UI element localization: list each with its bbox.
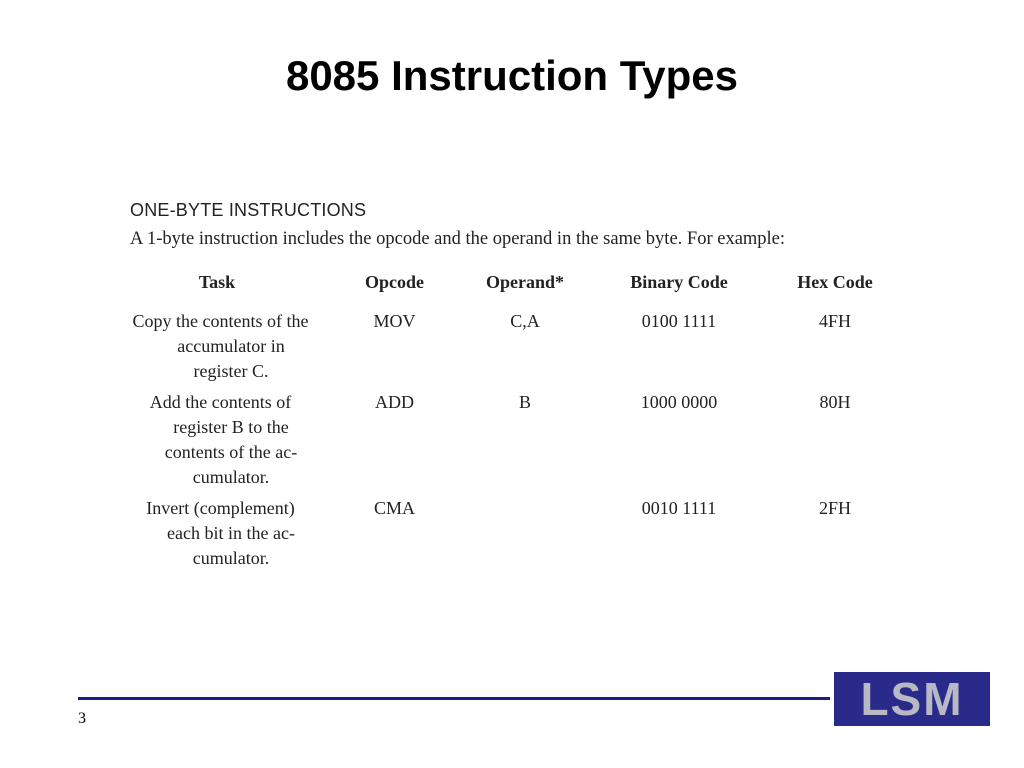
header-task: Task [198, 272, 236, 292]
binary-cell: 1000 0000 [640, 392, 718, 412]
task-cell: Invert (complement) each bit in the ac-cumulator. [146, 498, 295, 568]
table-row [122, 496, 885, 577]
page-number: 3 [78, 710, 86, 727]
task-cell: Add the contents of register B to the contents of the ac-cumulator. [149, 392, 298, 487]
opcode-cell: MOV [373, 311, 416, 331]
task-cell: Copy the contents of the accumulator in register C. [132, 311, 309, 381]
lsm-logo [834, 672, 990, 726]
footer-rule [78, 697, 830, 700]
operand-cell: C,A [510, 311, 540, 331]
table-row [122, 309, 885, 390]
table-row [122, 390, 885, 496]
header-operand: Operand* [485, 272, 564, 292]
table-header-row [122, 268, 885, 309]
slide-title: 8085 Instruction Types [285, 52, 739, 99]
hex-cell: 2FH [818, 498, 851, 518]
binary-cell: 0010 1111 [641, 498, 717, 518]
header-hex: Hex Code [797, 272, 873, 292]
opcode-cell: ADD [375, 392, 414, 412]
section-heading: ONE-BYTE INSTRUCTIONS [130, 200, 367, 220]
logo-text: LSM [860, 673, 964, 725]
header-opcode: Opcode [364, 272, 424, 292]
hex-cell: 80H [819, 392, 851, 412]
operand-cell [477, 496, 573, 577]
binary-cell: 0100 1111 [641, 311, 717, 331]
opcode-cell: CMA [373, 498, 415, 518]
intro-text: A 1-byte instruction includes the opcode and the operand in the same byte. For example: [130, 229, 786, 249]
header-binary: Binary Code [630, 272, 728, 292]
hex-cell: 4FH [818, 311, 851, 331]
instruction-table [122, 268, 885, 577]
operand-cell: B [518, 392, 531, 412]
